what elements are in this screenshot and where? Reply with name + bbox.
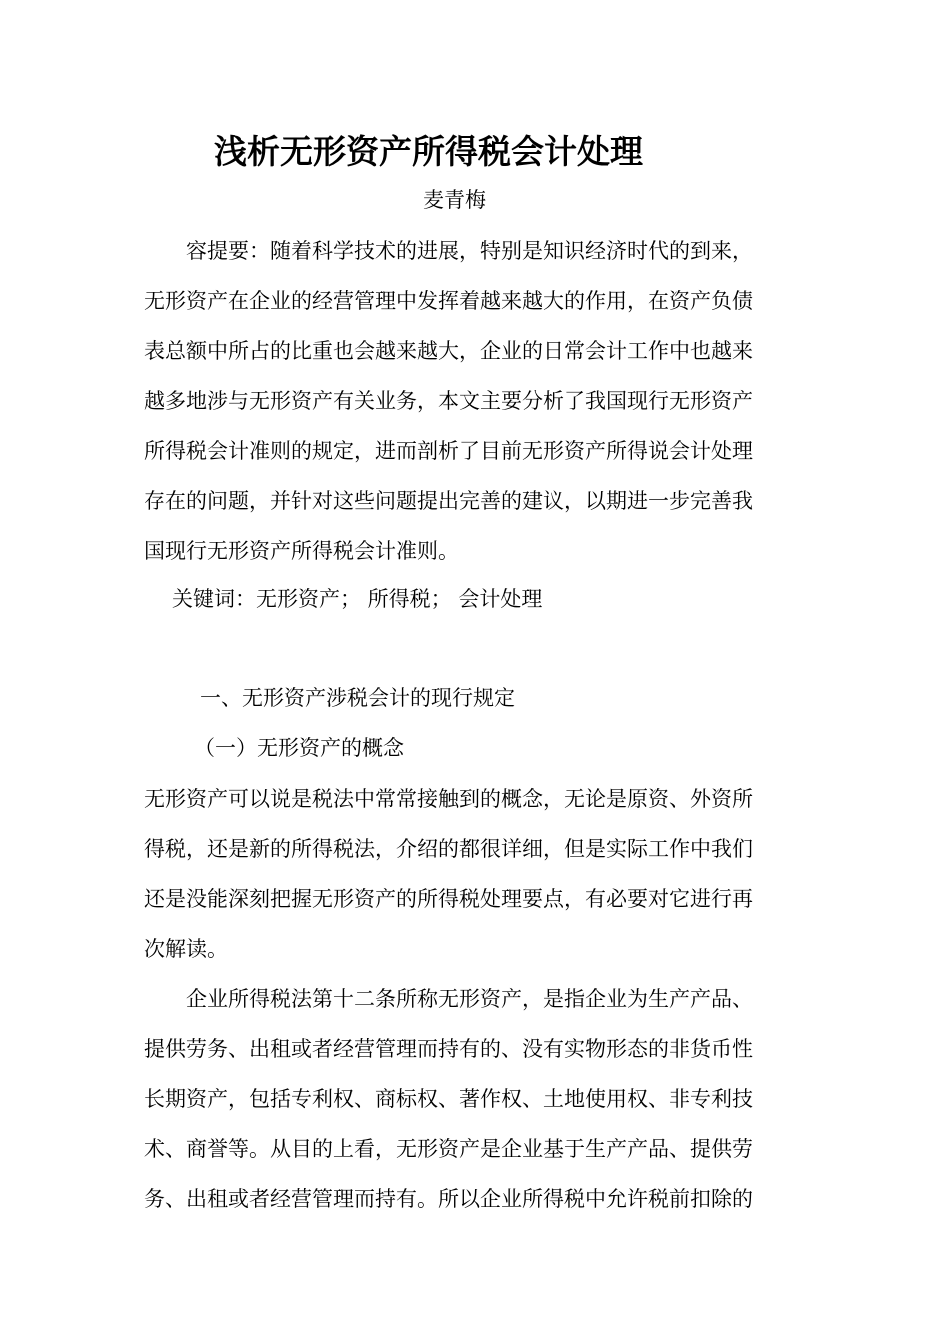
body-line: 无形资产可以说是税法中常常接触到的概念，无论是原资、外资所 <box>144 787 753 811</box>
body-line: 务、出租或者经营管理而持有。所以企业所得税中允许税前扣除的 <box>144 1187 753 1211</box>
body-line: 次解读。 <box>144 937 228 961</box>
abstract-line: 无形资产在企业的经营管理中发挥着越来越大的作用，在资产负债 <box>144 289 753 313</box>
body-line: 企业所得税法第十二条所称无形资产，是指企业为生产产品、 <box>144 987 753 1011</box>
subsection-heading: （一）无形资产的概念 <box>194 736 404 760</box>
abstract-paragraph <box>144 226 812 576</box>
abstract-line: 越多地涉与无形资产有关业务，本文主要分析了我国现行无形资产 <box>144 389 753 413</box>
author-name: 麦青梅 <box>423 188 486 212</box>
abstract-line: 国现行无形资产所得税会计准则。 <box>144 539 459 563</box>
body-line: 还是没能深刻把握无形资产的所得税处理要点，有必要对它进行再 <box>144 887 753 911</box>
document-title: 浅析无形资产所得税会计处理 <box>214 132 643 171</box>
abstract-line: 表总额中所占的比重也会越来越大，企业的日常会计工作中也越来 <box>144 339 753 363</box>
body-paragraph <box>144 974 812 1224</box>
abstract-line: 所得税会计准则的规定，进而剖析了目前无形资产所得说会计处理 <box>144 439 753 463</box>
abstract-line: 容提要：随着科学技术的进展，特别是知识经济时代的到来， <box>144 239 753 263</box>
body-line: 长期资产，包括专利权、商标权、著作权、土地使用权、非专利技 <box>144 1087 753 1111</box>
keywords-line: 关键词：无形资产； 所得税； 会计处理 <box>172 587 543 611</box>
abstract-line: 存在的问题，并针对这些问题提出完善的建议，以期进一步完善我 <box>144 489 753 513</box>
body-line: 术、商誉等。从目的上看，无形资产是企业基于生产产品、提供劳 <box>144 1137 753 1161</box>
body-paragraph <box>144 774 812 974</box>
section-heading: 一、无形资产涉税会计的现行规定 <box>200 686 515 710</box>
body-line: 提供劳务、出租或者经营管理而持有的、没有实物形态的非货币性 <box>144 1037 753 1061</box>
body-line: 得税，还是新的所得税法，介绍的都很详细，但是实际工作中我们 <box>144 837 753 861</box>
